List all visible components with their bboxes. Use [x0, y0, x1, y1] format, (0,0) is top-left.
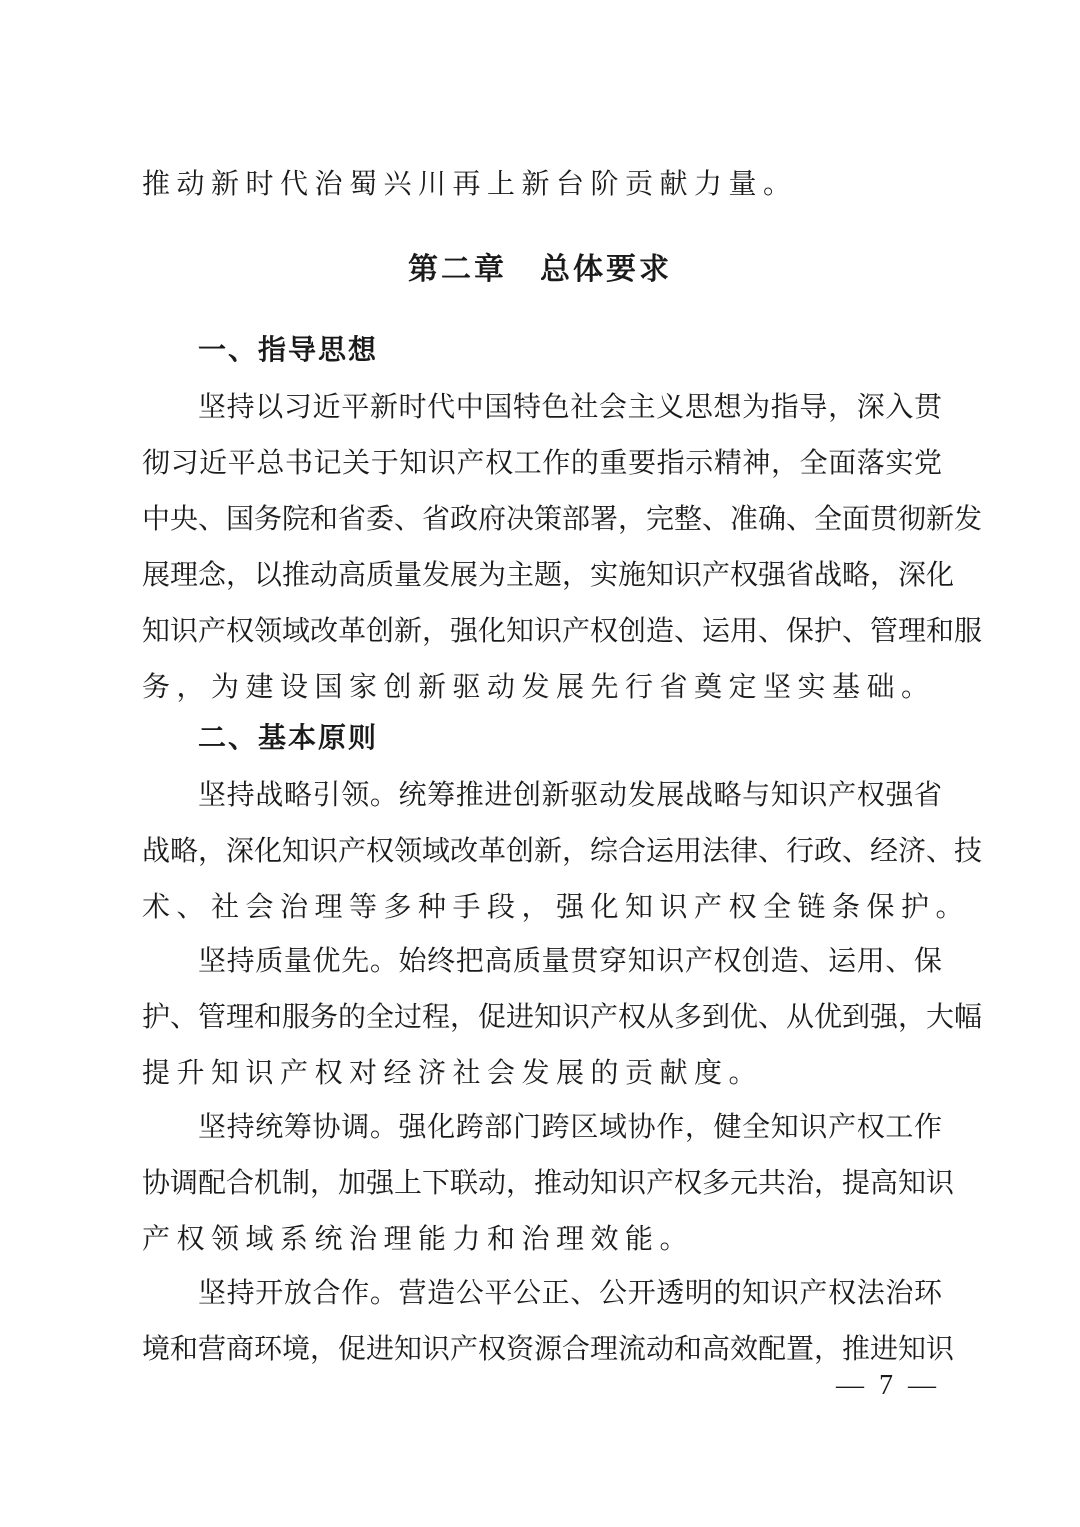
body-line: 彻习近平总书记关于知识产权工作的重要指示精神，全面落实党 [142, 446, 942, 479]
body-line: 中央、国务院和省委、省政府决策部署，完整、准确、全面贯彻新发 [142, 502, 983, 535]
body-line: 术、社会治理等多种手段，强化知识产权全链条保护。 [142, 890, 971, 923]
body-line: 境和营商环境，促进知识产权资源合理流动和高效配置，推进知识 [142, 1332, 955, 1365]
body-line: 产权领域系统治理能力和治理效能。 [142, 1222, 695, 1255]
body-line: 坚持战略引领。统筹推进创新驱动发展战略与知识产权强省 [198, 778, 942, 811]
body-line: 提升知识产权对经济社会发展的贡献度。 [142, 1056, 764, 1089]
body-line: 务，为建设国家创新驱动发展先行省奠定坚实基础。 [142, 670, 936, 703]
body-line: 战略，深化知识产权领域改革创新，综合运用法律、行政、经济、技 [142, 834, 983, 867]
body-line: 坚持统筹协调。强化跨部门跨区域协作，健全知识产权工作 [198, 1110, 942, 1143]
body-line: 知识产权领域改革创新，强化知识产权创造、运用、保护、管理和服 [142, 614, 983, 647]
body-line: 坚持质量优先。始终把高质量贯穿知识产权创造、运用、保 [198, 944, 942, 977]
body-line: 坚持以习近平新时代中国特色社会主义思想为指导，深入贯 [198, 390, 942, 423]
chapter-title: 第二章 总体要求 [408, 252, 672, 287]
section-heading-guiding-ideology: 一、指导思想 [198, 333, 379, 366]
body-line: 坚持开放合作。营造公平公正、公开透明的知识产权法治环 [198, 1276, 942, 1309]
section-heading-basic-principles: 二、基本原则 [198, 721, 379, 754]
body-line: 护、管理和服务的全过程，促进知识产权从多到优、从优到强，大幅 [142, 1000, 983, 1033]
body-line: 展理念，以推动高质量发展为主题，实施知识产权强省战略，深化 [142, 558, 955, 591]
continuation-line: 推动新时代治蜀兴川再上新台阶贡献力量。 [142, 167, 798, 200]
page-number: — 7 — [836, 1370, 940, 1401]
body-line: 协调配合机制，加强上下联动，推动知识产权多元共治，提高知识 [142, 1166, 955, 1199]
